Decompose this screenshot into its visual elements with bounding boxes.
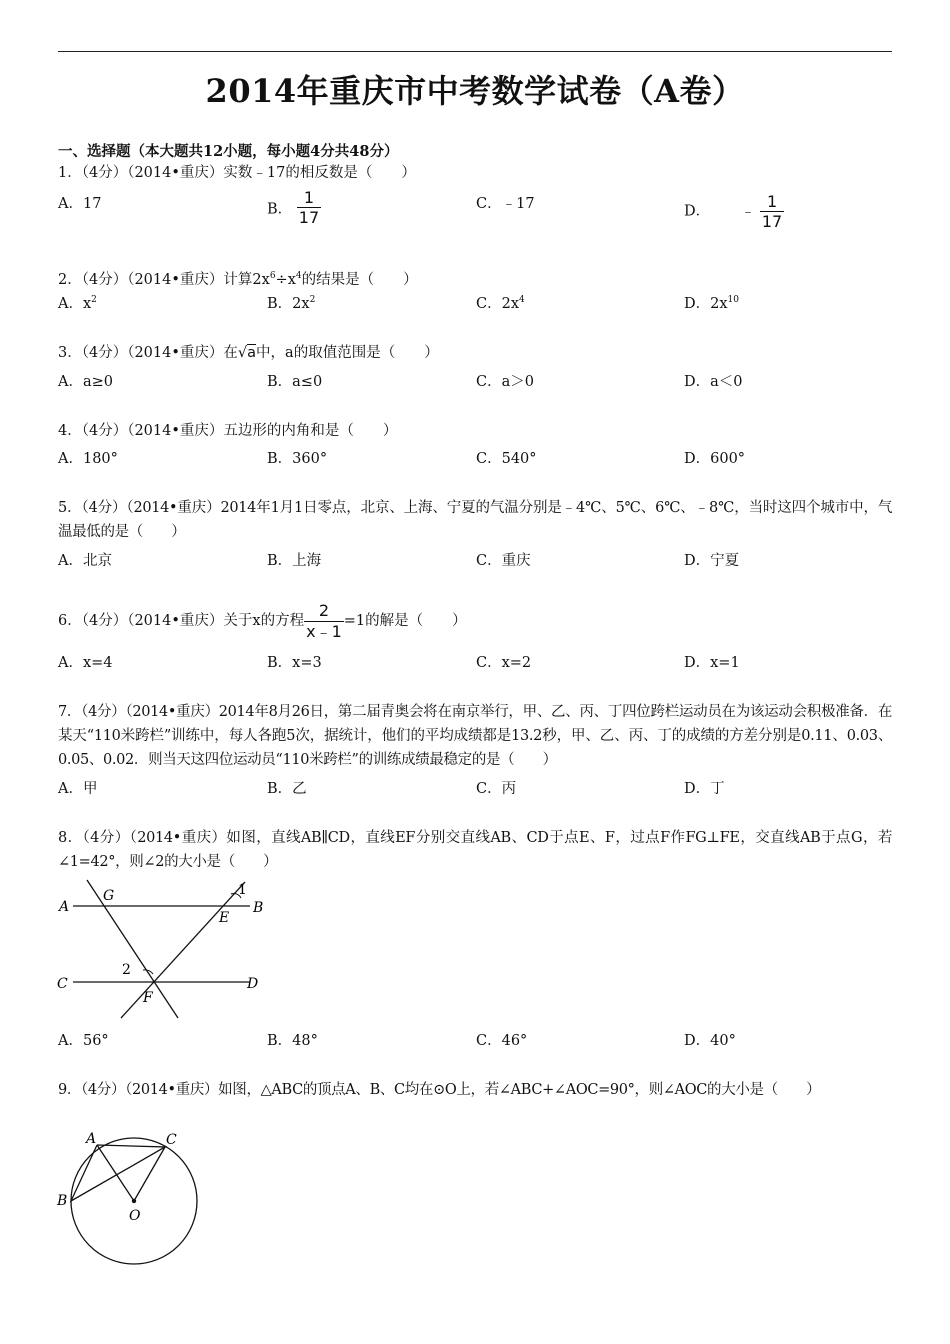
question-2-option-a	[58, 292, 97, 313]
question-4-option-b: B．360°	[267, 451, 328, 467]
label-b: B	[253, 900, 264, 916]
question-2-option-d	[684, 292, 739, 313]
option-text: A．x	[58, 296, 92, 312]
question-5-option-b: B．上海	[267, 553, 322, 569]
option-b-label: B．	[267, 201, 293, 218]
stem-text: 2．（4分）（2014•重庆）计算2x	[58, 271, 270, 288]
stem-text: 6．（4分）（2014•重庆）关于x的方程	[58, 613, 305, 629]
question-8-stem: 8．（4分）（2014•重庆）如图，直线AB∥CD，直线EF分别交直线AB、CD于点E、F，过点F作FG⊥FE，交直线AB于点G，若∠1=42°，则∠2的大小是（ ）	[58, 830, 892, 870]
question-8-option-c: C．46°	[476, 1033, 528, 1049]
question-6-option-b: B．x=3	[267, 655, 322, 671]
label-c: C	[166, 1132, 177, 1148]
label-g: G	[103, 888, 115, 904]
question-4-option-a: A．180°	[58, 451, 118, 467]
question-7-option-a: A．甲	[58, 781, 98, 797]
fraction-numerator: 1	[766, 192, 778, 211]
question-4-option-d: D．600°	[684, 451, 746, 467]
stem-text: ÷x	[275, 271, 296, 288]
sqrt-symbol: √a	[237, 345, 257, 361]
fraction-numerator: 2	[318, 600, 330, 620]
question-5-option-c: C．重庆	[476, 553, 531, 569]
question-6-option-c: C．x=2	[476, 655, 532, 671]
stem-text: =1的解是（ ）	[343, 613, 467, 629]
stem-text: 3．（4分）（2014•重庆）在	[58, 345, 238, 361]
option-text: C．2x	[476, 296, 519, 312]
exponent: 2	[309, 295, 316, 306]
question-8-option-a: A．56°	[58, 1033, 109, 1049]
question-3-option-b: B．a≤0	[267, 374, 323, 390]
question-6-option-d: D．x=1	[684, 655, 740, 671]
question-7-option-c: C．丙	[476, 781, 517, 797]
center-point	[132, 1199, 136, 1203]
question-8-figure	[55, 878, 270, 1023]
exponent: 10	[727, 295, 739, 306]
stem-text: 的结果是（ ）	[301, 271, 418, 288]
label-c: C	[57, 976, 68, 992]
question-8-option-d: D．40°	[684, 1033, 736, 1049]
header-rule	[58, 51, 892, 52]
question-1-stem: 1．（4分）（2014•重庆）实数﹣17的相反数是（ ）	[58, 165, 416, 181]
question-2-stem	[58, 264, 418, 292]
question-5-option-a: A．北京	[58, 553, 112, 569]
question-6-option-a: A．x=4	[58, 655, 113, 671]
question-7-stem: 7．（4分）（2014•重庆）2014年8月26日，第二届青奥会将在南京举行，甲、乙、丙、丁四位跨栏运动员在为该运动会积极准备．在某天“110米跨栏”训练中，每人各跑5次，据统计，他们的平均成绩都是13.2秒，甲、乙、丙、丁的成绩的方差分别是0.11、0.03、0.05、0.02．则当天这四位运动员“110米跨栏”的训练成绩最稳定的是（ ）	[58, 704, 892, 768]
question-9-stem: 9．（4分）（2014•重庆）如图，△ABC的顶点A、B、C均在⊙O上，若∠ABC+∠AOC=90°，则∠AOC的大小是（ ）	[58, 1082, 821, 1098]
fraction-equation	[304, 601, 344, 642]
question-3-option-a: A．a≥0	[58, 374, 113, 390]
question-1-option-a: A．17	[58, 196, 102, 212]
line-ef	[121, 882, 245, 1018]
question-7-option-b: B．乙	[267, 781, 307, 797]
fraction-denominator: 17	[761, 212, 783, 231]
line-fg	[87, 880, 178, 1018]
question-8-option-b: B．48°	[267, 1033, 318, 1049]
fraction-one-seventeenth	[760, 192, 784, 231]
question-5-option-d: D．宁夏	[684, 553, 740, 569]
stem-text: 中，a的取值范围是（ ）	[256, 345, 439, 361]
radicand: a	[247, 345, 257, 361]
question-4-option-c: C．540°	[476, 451, 537, 467]
label-e: E	[219, 910, 230, 926]
question-3-option-c: C．a＞0	[476, 374, 534, 390]
label-o: O	[129, 1208, 141, 1224]
exponent: 6	[269, 271, 276, 281]
exponent: 4	[295, 271, 302, 281]
fraction-one-seventeenth	[297, 188, 321, 227]
question-3-stem	[58, 341, 439, 365]
option-text: B．2x	[267, 296, 310, 312]
triangle-abc	[71, 1145, 165, 1201]
question-1-option-b	[267, 188, 321, 227]
label-angle-2: 2	[122, 962, 131, 978]
label-angle-1: 1	[238, 882, 247, 898]
question-3-option-d: D．a＜0	[684, 374, 743, 390]
question-4-stem: 4．（4分）（2014•重庆）五边形的内角和是（ ）	[58, 423, 398, 439]
question-2-option-b	[267, 292, 315, 313]
fraction-denominator: x﹣1	[306, 621, 342, 641]
question-1-option-d	[684, 192, 784, 231]
question-9-figure	[52, 1128, 207, 1273]
exponent: 2	[91, 295, 97, 306]
option-d-label: D．	[684, 203, 711, 220]
label-a: A	[86, 1131, 97, 1147]
question-7-option-d: D．丁	[684, 781, 725, 797]
exponent: 4	[519, 295, 525, 306]
question-6-stem	[58, 598, 467, 644]
label-a: A	[59, 899, 70, 915]
option-text: D．2x	[684, 296, 728, 312]
question-5-stem: 5．（4分）（2014•重庆）2014年1月1日零点，北京、上海、宁夏的气温分别是﹣4℃、5℃、6℃、﹣8℃，当时这四个城市中，气温最低的是（ ）	[58, 500, 892, 540]
label-d: D	[247, 976, 259, 992]
label-b: B	[57, 1193, 68, 1209]
section-heading: 一、选择题（本大题共12小题，每小题4分共48分）	[58, 143, 399, 160]
question-1-option-c: C．﹣17	[476, 196, 535, 212]
fraction-numerator: 1	[303, 188, 315, 207]
label-f: F	[143, 990, 153, 1006]
question-2-option-c	[476, 292, 525, 313]
page-title: 2014年重庆市中考数学试卷（A卷）	[205, 72, 745, 110]
fraction-denominator: 17	[298, 208, 320, 227]
minus-sign: ﹣	[740, 203, 756, 220]
